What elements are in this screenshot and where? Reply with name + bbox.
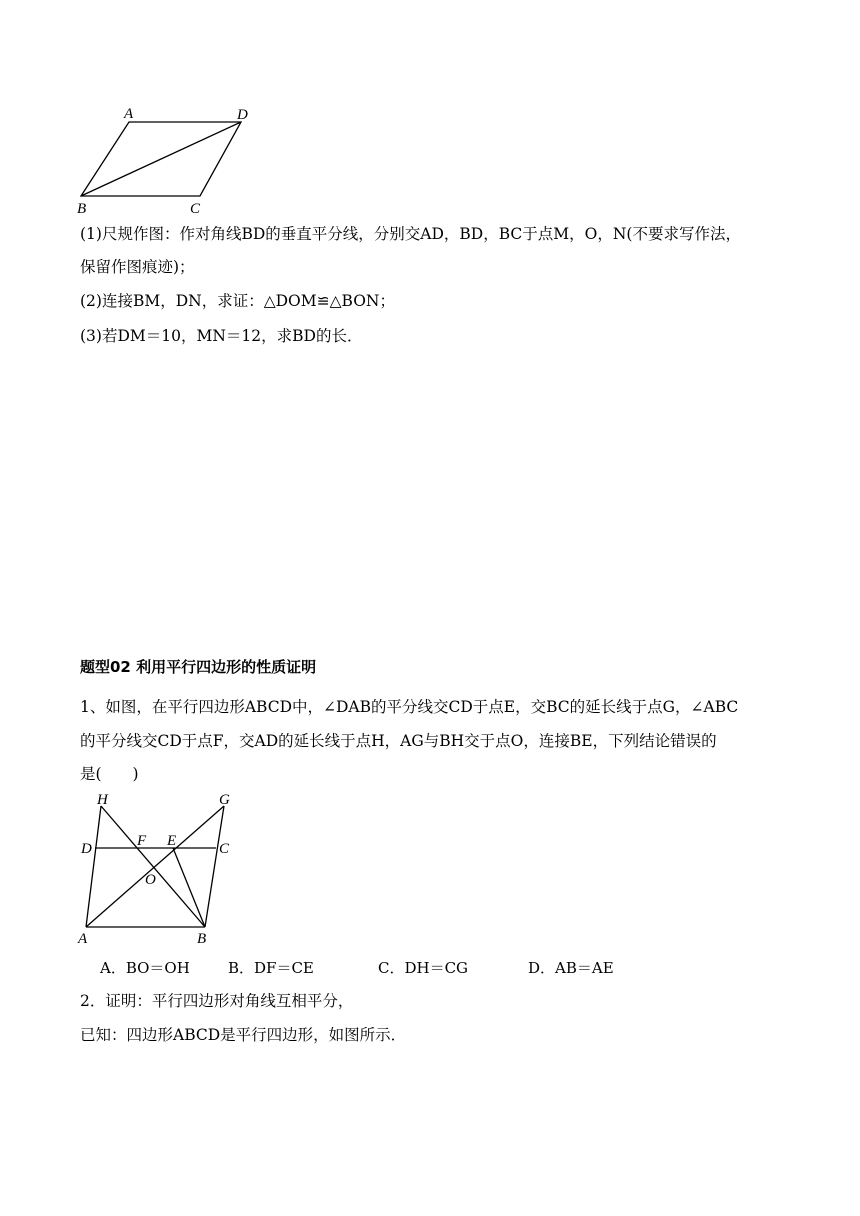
label-a: A [124, 106, 134, 122]
part2-text: (2)连接BM，DN，求证：△DOM≌△BON； [80, 292, 395, 310]
q2-line-1: 2．证明：平行四边形对角线互相平分， [80, 992, 354, 1010]
part1-line-2: 保留作图痕迹)； [80, 258, 195, 276]
q1-line-1: 1、如图，在平行四边形ABCD中，∠DAB的平分线交CD于点E，交BC的延长线于点G，∠ABC [80, 698, 739, 716]
label-c: C [219, 841, 230, 857]
label-e: E [167, 833, 177, 849]
section-title: 题型02 利用平行四边形的性质证明 [80, 658, 317, 676]
segment-ah [86, 806, 101, 927]
option-d: D．AB＝AE [528, 959, 614, 977]
label-d: D [81, 841, 92, 857]
label-h: H [97, 792, 108, 808]
q1-line-3: 是( ) [80, 765, 139, 783]
figure-parallelogram-bisectors [70, 788, 250, 948]
segment-bh [101, 806, 205, 927]
label-b: B [197, 931, 207, 947]
label-o: O [145, 872, 156, 888]
q2-line-2: 已知：四边形ABCD是平行四边形，如图所示． [80, 1026, 407, 1044]
segment-bg [205, 806, 224, 927]
label-c: C [190, 201, 201, 217]
segment-be [173, 848, 205, 927]
option-a: A．BO＝OH [100, 959, 190, 977]
label-g: G [219, 792, 230, 808]
segment-ag [86, 806, 224, 927]
label-f: F [137, 833, 147, 849]
q1-line-2: 的平分线交CD于点F，交AD的延长线于点H，AG与BH交于点O，连接BE，下列结论错误的 [80, 732, 717, 750]
figure-parallelogram-abcd [70, 100, 270, 218]
label-a: A [78, 931, 88, 947]
option-b: B．DF＝CE [228, 959, 314, 977]
part1-line-1: (1)尺规作图：作对角线BD的垂直平分线，分别交AD，BD，BC于点M，O，N(不要求写作法， [80, 225, 741, 243]
label-b: B [77, 201, 87, 217]
label-d: D [237, 107, 248, 123]
option-c: C．DH＝CG [378, 959, 469, 977]
part3-text: (3)若DM＝10，MN＝12，求BD的长． [80, 327, 363, 345]
